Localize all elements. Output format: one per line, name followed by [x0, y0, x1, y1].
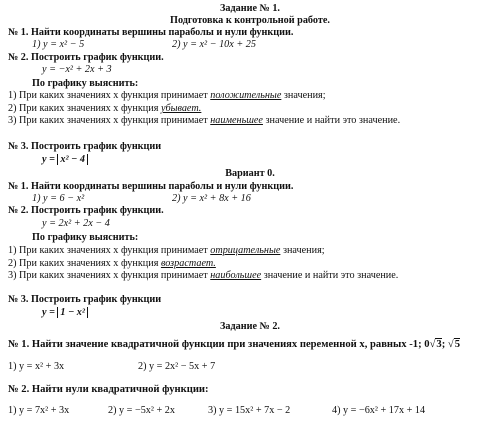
task1-q3-function-prefix: y = [42, 154, 58, 165]
task1-q2-item-2 [8, 103, 201, 115]
task1-q2-function: y = −x² + 2x + 3 [42, 64, 112, 75]
variant-q1-title: № 1. Найти координаты вершины параболы и нули функции. [8, 181, 294, 192]
task2-q2-item-3: 3) y = 15x² + 7x − 2 [208, 405, 291, 416]
task2-q1-sqrt5: 5 [454, 339, 460, 350]
task1-q1-item-1: 1) y = x² − 5 [32, 39, 85, 50]
variant-q3-title: № 3. Построить график функции [8, 294, 162, 305]
task1-q3-function-abs: x² − 4 [57, 154, 88, 165]
task2-q2-item-1: 1) y = 7x² + 3x [8, 405, 70, 416]
task2-q1-separator: ; [441, 339, 448, 350]
variant-q2-item-1 [8, 245, 325, 257]
variant-q2-item-3 [8, 270, 398, 282]
variant-q2-item-2-text: 2) При каких значениях x функция [8, 258, 161, 269]
variant-q2-item-1-underlined: отрицательные [210, 245, 281, 256]
task1-subheading: Подготовка к контрольной работе. [170, 15, 330, 26]
variant-q1-item-2: 2) y = x² + 8x + 16 [172, 193, 251, 204]
task1-q2-subtitle: По графику выяснить: [32, 78, 139, 89]
task2-heading: Задание № 2. [220, 321, 280, 332]
task1-q1-item-2: 2) y = x² − 10x + 25 [172, 39, 256, 50]
variant-q2-item-3-underlined: наибольшее [210, 270, 262, 281]
task2-q2-item-2: 2) y = −5x² + 2x [108, 405, 175, 416]
task1-q2-item-2-text: 2) При каких значениях x функция [8, 103, 161, 114]
task1-q2-item-1 [8, 90, 326, 102]
variant-q2-item-1-text: 1) При каких значениях x функция принимает [8, 245, 211, 256]
task1-heading: Задание № 1. [220, 3, 280, 14]
task1-q2-item-1-text: 1) При каких значениях x функция принимает [8, 90, 211, 101]
task2-q1-item-2: 2) y = 2x² − 5x + 7 [138, 361, 216, 372]
variant-q1-item-1: 1) y = 6 − x² [32, 193, 85, 204]
variant-q2-item-3-end: значение и найти это значение. [261, 270, 399, 281]
variant-q2-subtitle: По графику выяснить: [32, 232, 139, 243]
task1-q2-item-2-underlined: убывает. [160, 103, 202, 114]
task1-q3-title: № 3. Построить график функции [8, 141, 162, 152]
task2-q2-item-4: 4) y = −6x² + 17x + 14 [332, 405, 426, 416]
variant-q2-item-1-end: значения; [280, 245, 325, 256]
variant-heading: Вариант 0. [225, 168, 275, 179]
task2-q1-item-1: 1) y = x² + 3x [8, 361, 65, 372]
variant-q2-title: № 2. Построить график функции. [8, 205, 164, 216]
variant-q2-item-3-text: 3) При каких значениях x функция принимает [8, 270, 211, 281]
task1-q2-title: № 2. Построить график функции. [8, 52, 164, 63]
task2-q1-title-text: № 1. Найти значение квадратичной функции при значениях переменной х, равных -1; 0 [8, 339, 430, 350]
task2-q1-sqrt3: 3 [436, 339, 442, 350]
task1-q2-item-3-underlined: наименьшее [210, 115, 263, 126]
variant-q2-item-2-underlined: возрастает. [160, 258, 216, 269]
task1-q2-item-3-end: значение и найти это значение. [262, 115, 401, 126]
task1-q1-title: № 1. Найти координаты вершины параболы и нули функции. [8, 27, 294, 38]
task1-q2-item-1-end: значения; [281, 90, 326, 101]
variant-q3-function [42, 307, 88, 319]
variant-q2-item-2 [8, 258, 216, 270]
task1-q2-item-3 [8, 115, 400, 127]
task1-q2-item-3-text: 3) При каких значениях x функция принимает [8, 115, 211, 126]
variant-q3-function-abs: 1 − x² [57, 307, 88, 318]
task1-q2-item-1-underlined: положительные [210, 90, 282, 101]
task2-q2-title: № 2. Найти нули квадратичной функции: [8, 384, 209, 395]
task2-q1-title: № 1. Найти значение квадратичной функции при значениях переменной х, равных -1; 0√3; √5 [8, 339, 460, 350]
variant-q3-function-prefix: y = [42, 307, 58, 318]
task1-q3-function [42, 154, 88, 166]
variant-q2-function: y = 2x² + 2x − 4 [42, 218, 110, 229]
